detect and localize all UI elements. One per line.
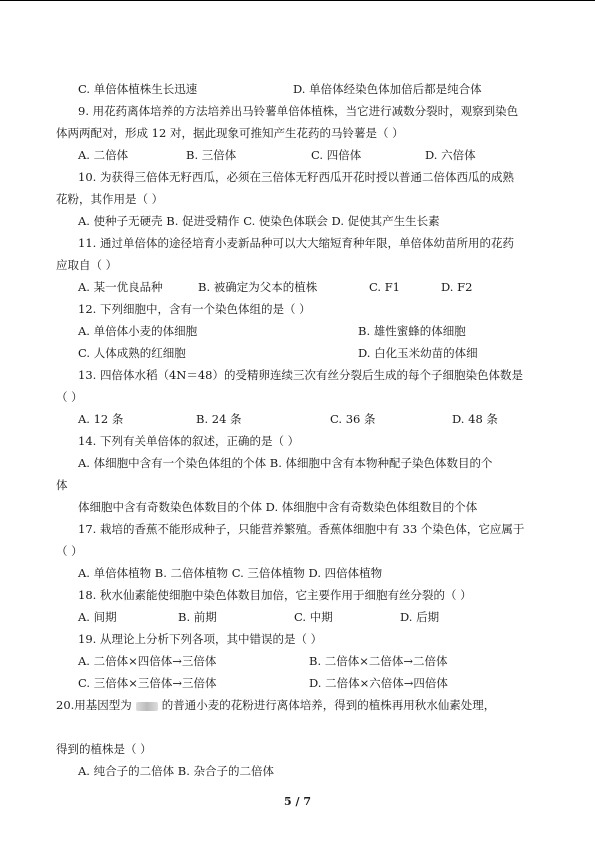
text-line-15-col-3: D. 48 条 (452, 412, 498, 426)
text-line-22: A. 单倍体植物 B. 二倍体植物 C. 三倍体植物 D. 四倍体植物 (78, 566, 383, 580)
text-line-4: 10. 为获得三倍体无籽西瓜，必须在三倍体无籽西瓜开花时授以普通二倍体西瓜的成熟 (78, 170, 514, 184)
text-line-9-col-2: C. F1 (369, 280, 400, 294)
text-line-9-col-0: A. 某一优良品种 (78, 280, 163, 294)
page-number: 5 / 7 (284, 795, 311, 808)
text-line-3-col-1: B. 三倍体 (186, 148, 237, 162)
text-line-24-col-3: D. 后期 (400, 610, 440, 624)
question-20-suffix: 的普通小麦的花粉进行离体培养，得到的植株再用秋水仙素处理， (161, 698, 496, 712)
text-line-11-col-1: B. 雄性蜜蜂的体细胞 (358, 324, 466, 338)
text-line-20: 17. 栽培的香蕉不能形成种子，只能营养繁殖。香蕉体细胞中有 33 个染色体，它应属于 (78, 522, 525, 536)
text-line-7: 11. 通过单倍体的途径培育小麦新品种可以大大缩短育种年限，单倍体幼苗所用的花药 (78, 236, 514, 250)
text-line-11-col-0: A. 单倍体小麦的体细胞 (78, 324, 198, 338)
text-line-5: 花粉，其作用是（ ） (56, 192, 164, 206)
text-line-24-col-1: B. 前期 (178, 610, 217, 624)
genotype-image (136, 702, 158, 711)
text-line-1: 9. 用花药离体培养的方法培养出马铃薯单倍体植株，当它进行减数分裂时，观察到染色 (78, 104, 519, 118)
text-line-29: A. 纯合子的二倍体 B. 杂合子的二倍体 (78, 764, 275, 778)
text-line-14: （ ） (56, 390, 83, 404)
question-20-line (56, 698, 495, 713)
text-line-16: 14. 下列有关单倍体的叙述，正确的是（ ） (78, 434, 300, 448)
text-line-27-col-0: C. 三倍体×三倍体→三倍体 (78, 676, 217, 690)
text-line-3-col-0: A. 二倍体 (78, 148, 129, 162)
text-line-23: 18. 秋水仙素能使细胞中染色体数目加倍，它主要作用于细胞有丝分裂的（ ） (78, 588, 472, 602)
text-line-10: 12. 下列细胞中，含有一个染色体组的是（ ） (78, 302, 311, 316)
text-line-26-col-1: B. 二倍体×二倍体→二倍体 (309, 654, 448, 668)
text-line-3-col-3: D. 六倍体 (425, 148, 476, 162)
text-line-27-col-1: D. 二倍体×六倍体→四倍体 (309, 676, 448, 690)
text-line-17: A. 体细胞中含有一个染色体组的个体 B. 体细胞中含有本物种配子染色体数目的个 (78, 456, 493, 470)
text-line-12-col-0: C. 人体成熟的红细胞 (78, 346, 186, 360)
question-20-prefix: 20.用基因型为 (56, 698, 132, 712)
text-line-3-col-2: C. 四倍体 (311, 148, 362, 162)
text-line-21: （ ） (56, 544, 83, 558)
top-rule (0, 0, 595, 1)
text-line-2: 体两两配对，形成 12 对，据此现象可推知产生花药的马铃薯是（ ） (56, 126, 404, 140)
text-line-18: 体 (56, 478, 68, 492)
text-line-15-col-2: C. 36 条 (330, 412, 376, 426)
text-line-6: A. 使种子无硬壳 B. 促进受精作 C. 使染色体联会 D. 促使其产生生长素 (78, 214, 440, 228)
text-line-25: 19. 从理论上分析下列各项，其中错误的是（ ） (78, 632, 323, 646)
text-line-15-col-0: A. 12 条 (78, 412, 124, 426)
text-line-12-col-1: D. 白化玉米幼苗的体细 (358, 346, 478, 360)
text-line-26-col-0: A. 二倍体×四倍体→三倍体 (78, 654, 217, 668)
text-line-24-col-0: A. 间期 (78, 610, 117, 624)
text-line-9-col-3: D. F2 (441, 280, 473, 294)
text-line-0-col-0: C. 单倍体植株生长迅速 (78, 82, 198, 96)
text-line-28: 得到的植株是（ ） (56, 742, 152, 756)
text-line-19: 体细胞中含有奇数染色体数目的个体 D. 体细胞中含有奇数染色体组数目的个体 (78, 500, 478, 514)
text-line-24-col-2: C. 中期 (294, 610, 333, 624)
text-line-9-col-1: B. 被确定为父本的植株 (198, 280, 318, 294)
text-line-8: 应取自（ ） (56, 258, 118, 272)
text-line-15-col-1: B. 24 条 (196, 412, 242, 426)
text-line-13: 13. 四倍体水稻（4N＝48）的受精卵连续三次有丝分裂后生成的每个子细胞染色体数是 (78, 368, 523, 382)
text-line-0-col-1: D. 单倍体经染色体加倍后都是纯合体 (293, 82, 482, 96)
